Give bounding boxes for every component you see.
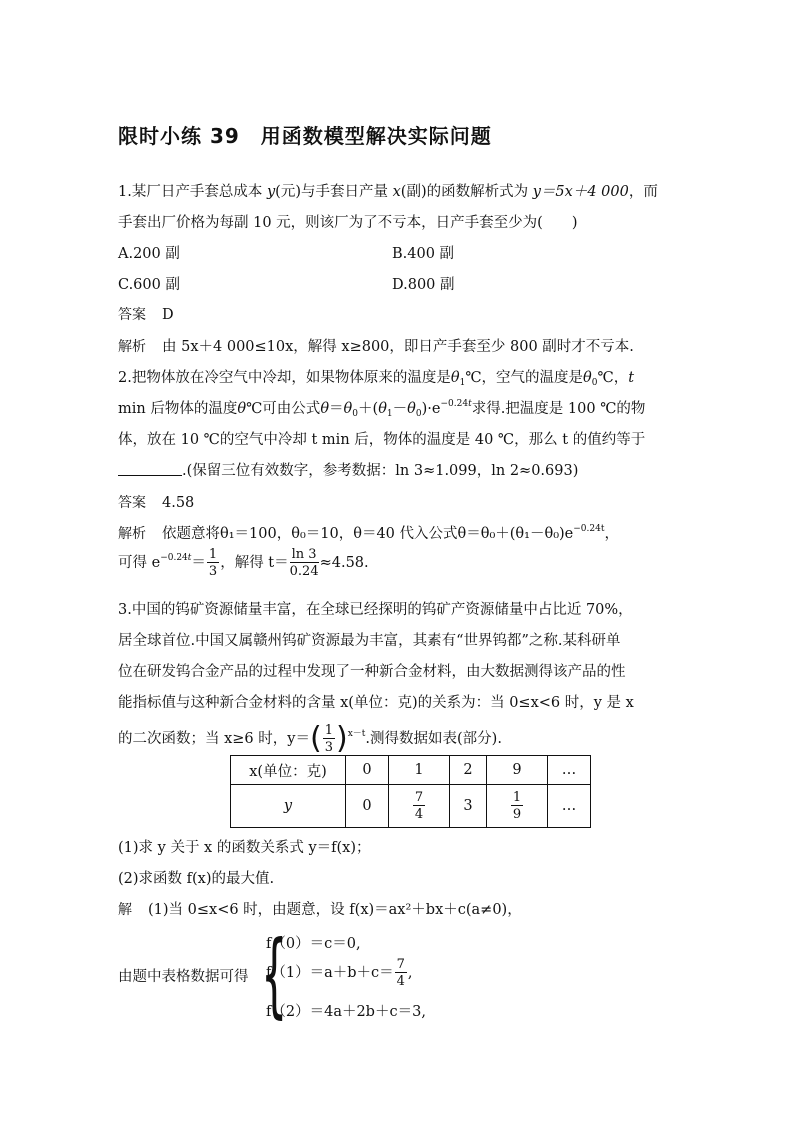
equation-2: f（1）＝a＋b＋c＝ $\frac{7}{4}$ , <box>266 957 413 989</box>
q3-solution: 解 (1)当 0≤x<6 时，由题意，设 f(x)＝ax²＋bx＋c(a≠0)， <box>118 902 522 918</box>
table-cell: 9 <box>487 756 548 785</box>
left-brace: { <box>261 921 288 1028</box>
q1-answer: 答案 D <box>118 307 174 323</box>
table-cell: 3 <box>450 785 487 828</box>
table-row <box>231 756 591 785</box>
table-header-cell: x(单位：克) <box>231 756 346 785</box>
table-cell: 2 <box>450 756 487 785</box>
q1-line1: 1.某厂日产手套总成本 y(元)与手套日产量 x(副)的函数解析式为 y＝5x＋4 000，而 <box>118 184 658 200</box>
table-cell: … <box>548 785 591 828</box>
system-prefix: 由题中表格数据可得 <box>118 969 249 985</box>
equation-system <box>118 921 518 1028</box>
table-header-cell: y <box>231 785 346 828</box>
q3-sub2: (2)求函数 f(x)的最大值. <box>118 871 275 887</box>
table-cell: $\frac{1}{9}$ <box>487 785 548 828</box>
q1-choice-d: D.800 副 <box>392 277 455 293</box>
q2-line2: min 后物体的温度θ℃可由公式$\theta=\theta_0+(\theta_1-\theta_0)\cdot e^{-0.24t}$求得.把温度是 100 ℃的物 <box>118 399 646 419</box>
table-cell: 0 <box>346 785 389 828</box>
q3-line3: 位在研发钨合金产品的过程中发现了一种新合金材料，由大数据测得该产品的性 <box>118 664 626 680</box>
fraction-one-third-base: $\frac{1}{3}$ <box>324 723 333 755</box>
q2-line1: 2.把物体放在冷空气中冷却，如果物体原来的温度是$\theta_1℃$，空气的温度是$\theta_0℃$，t <box>118 370 635 388</box>
table-cell: … <box>548 756 591 785</box>
data-table <box>230 755 591 828</box>
q1-analysis: 解析 由 5x＋4 000≤10x，解得 x≥800，即日产手套至少 800 副时才不亏本. <box>118 339 634 355</box>
q3-line4: 能指标值与这种新合金材料的含量 x(单位：克)的关系为：当 0≤x<6 时，y 是 x <box>118 695 634 711</box>
q2-analysis: 解析 依题意将θ₁＝100，θ₀＝10，θ＝40 代入公式$\theta=\theta_0+(\theta_1-\theta_0)e^{-0.24t}$， <box>118 524 619 542</box>
fraction-ln3-over-024: $\frac{\ln 3}{0.24}$ <box>289 547 319 579</box>
q2-answer: 答案 4.58 <box>118 495 195 511</box>
q3-line1: 3.中国的钨矿资源储量丰富，在全球已经探明的钨矿产资源储量中占比近 70%， <box>118 602 633 618</box>
page-title: 限时小练 39 用函数模型解决实际问题 <box>118 124 492 148</box>
q3-line2: 居全球首位.中国又属赣州钨矿资源最为丰富，其素有“世界钨都”之称.某科研单 <box>118 633 621 649</box>
table-cell: 1 <box>389 756 450 785</box>
equation-1: f（0）＝c＝0, <box>266 936 361 952</box>
fraction-one-third: $\frac{1}{3}$ <box>208 547 218 579</box>
table-cell: $\frac{7}{4}$ <box>389 785 450 828</box>
q2-line4: .(保留三位有效数字，参考数据：ln 3≈1.099，ln 2≈0.693) <box>118 459 578 480</box>
table-cell: 0 <box>346 756 389 785</box>
q2-result: 可得 $e^{-0.24t}=$ $\frac{1}{3}$ ，解得 t＝ $\frac{\ln 3}{0.24}$ ≈4.58. <box>118 547 369 579</box>
q2-line3: 体，放在 10 ℃的空气中冷却 t min 后，物体的温度是 40 ℃，那么 t 的值约等于 <box>118 432 646 448</box>
q3-line5: 的二次函数；当 x≥6 时，y＝( $\frac{1}{3}$ )$^{x-t}$.测得数据如表(部分). <box>118 721 502 756</box>
q1-choice-b: B.400 副 <box>392 246 455 262</box>
answer-blank <box>118 463 182 476</box>
q1-line2: 手套出厂价格为每副 10 元，则该厂为了不亏本，日产手套至少为( ) <box>118 215 578 231</box>
equation-3: f（2）＝4a＋2b＋c＝3, <box>266 1004 426 1020</box>
q3-sub1: (1)求 y 关于 x 的函数关系式 y＝f(x)； <box>118 840 371 856</box>
table-row <box>231 785 591 828</box>
q1-choice-a: A.200 副 <box>118 246 180 262</box>
q1-choice-c: C.600 副 <box>118 277 180 293</box>
